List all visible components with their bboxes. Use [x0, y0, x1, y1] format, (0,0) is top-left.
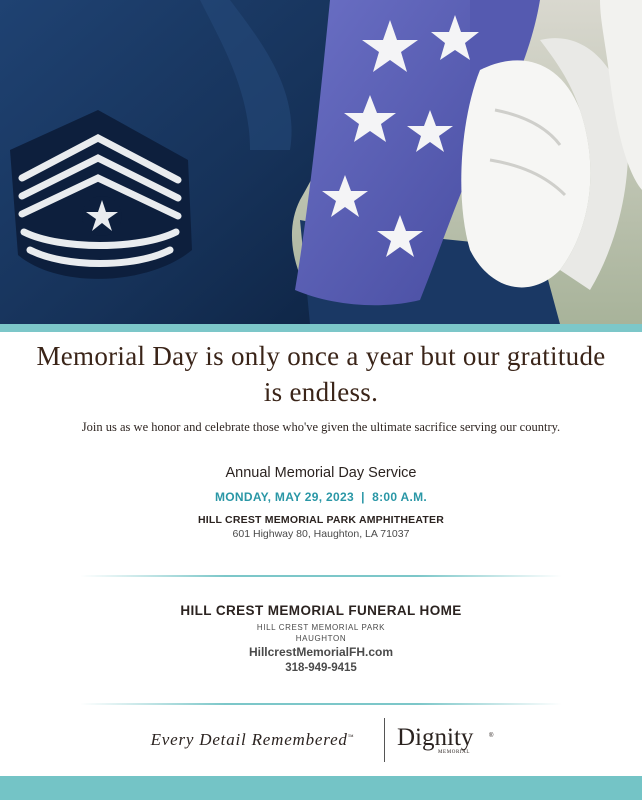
teal-band-bottom	[0, 776, 642, 800]
provider-park: HILL CREST MEMORIAL PARK	[256, 623, 386, 632]
provider-city: HAUGHTON	[295, 634, 347, 643]
headline: Memorial Day is only once a year but our gratitude is endless.	[36, 341, 606, 407]
teal-band-top	[0, 324, 642, 332]
tagline-tm: ™	[347, 734, 355, 741]
logo-separator	[384, 718, 385, 762]
dignity-logo-subtext: MEMORIAL	[438, 750, 471, 755]
event-venue: HILL CREST MEMORIAL PARK AMPHITHEATER	[198, 514, 444, 526]
event-address: 601 Highway 80, Haughton, LA 71037	[232, 528, 410, 540]
provider-phone[interactable]: 318-949-9415	[285, 662, 357, 674]
divider-lower	[80, 703, 562, 705]
provider-name: HILL CREST MEMORIAL FUNERAL HOME	[180, 603, 462, 618]
provider-website-link[interactable]: HillcrestMemorialFH.com	[248, 645, 394, 659]
hero-image	[0, 0, 642, 324]
event-title: Annual Memorial Day Service	[225, 465, 417, 481]
tagline-text: Every Detail Remembered	[150, 730, 348, 749]
hero-photo-illustration	[0, 0, 642, 324]
divider-upper	[80, 575, 562, 577]
intro-text: Join us as we honor and celebrate those who've given the ultimate sacrifice serving our country.	[81, 420, 561, 434]
dignity-logo-registered: ®	[489, 733, 494, 739]
event-datetime: MONDAY, MAY 29, 2023 | 8:00 A.M.	[214, 490, 428, 504]
tagline	[130, 730, 375, 750]
dignity-logo: Dignity	[397, 724, 474, 751]
